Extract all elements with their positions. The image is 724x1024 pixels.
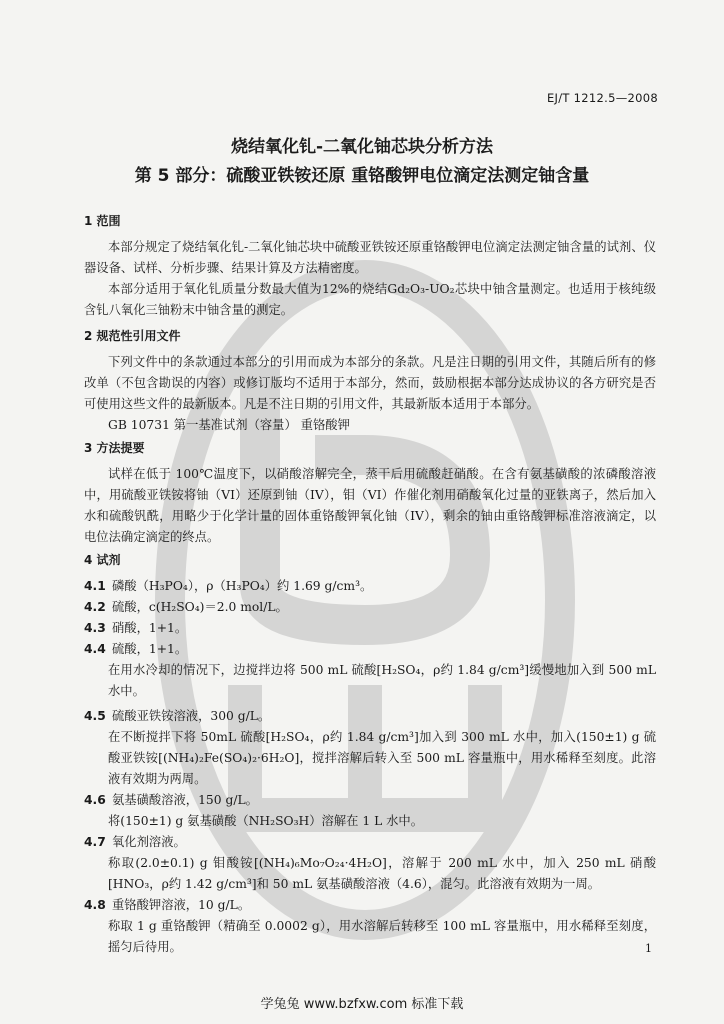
reagent-item (84, 895, 656, 916)
item-text: 重铬酸钾溶液，10 g/L。 (112, 898, 251, 912)
document-subtitle: 第 5 部分：硫酸亚铁铵还原 重铬酸钾电位滴定法测定铀含量 (134, 166, 590, 186)
item-text: 氨基磺酸溶液，150 g/L。 (112, 793, 258, 807)
reference-entry: GB 10731 第一基准试剂（容量） 重铬酸钾 (108, 418, 350, 432)
reagent-note: 称取(2.0±0.1) g 钼酸铵[(NH₄)₆Mo₇O₂₄·4H₂O]，溶解于 200 mL 水中，加入 250 mL 硝酸[HNO₃，ρ约 1.42 g/cm³]和 50 mL 氨基磺酸溶液（4.6），混匀。此溶液有效期为一周。 (108, 856, 656, 891)
paragraph: 下列文件中的条款通过本部分的引用而成为本部分的条款。凡是注日期的引用文件，其随后所有的修改单（不包含勘误的内容）或修订版均不适用于本部分，然而，鼓励根据本部分达成协议的各方研究是否可使用这些文件的最新版本。凡是不注日期的引用文件，其最新版本适用于本部分。 (84, 355, 656, 411)
item-number: 4.1 (84, 579, 106, 593)
item-number: 4.8 (84, 898, 106, 912)
item-text: 磷酸（H₃PO₄），ρ（H₃PO₄）约 1.69 g/cm³。 (112, 579, 373, 593)
section-reagents (84, 550, 656, 958)
item-number: 4.4 (84, 642, 106, 656)
item-number: 4.7 (84, 835, 106, 849)
section-normative-references (84, 326, 656, 436)
reagent-note: 将(150±1) g 氨基磺酸（NH₂SO₃H）溶解在 1 L 水中。 (108, 814, 424, 828)
reagent-note: 称取 1 g 重铬酸钾（精确至 0.0002 g），用水溶解后转移至 100 mL 容量瓶中，用水稀释至刻度，摇匀后待用。 (108, 919, 656, 954)
section-scope (84, 211, 656, 321)
item-number: 4.5 (84, 709, 106, 723)
item-text: 硝酸，1+1。 (112, 621, 188, 635)
paragraph: 本部分规定了烧结氧化钆-二氧化铀芯块中硫酸亚铁铵还原重铬酸钾电位滴定法测定铀含量的试剂、仪器设备、试样、分析步骤、结果计算及方法精密度。 (84, 240, 656, 275)
footer-source: 学兔兔 www.bzfxw.com 标准下载 (260, 997, 464, 1012)
item-text: 硫酸亚铁铵溶液，300 g/L。 (112, 709, 271, 723)
section-heading: 2 规范性引用文件 (84, 329, 181, 343)
document-title: 烧结氧化钆-二氧化铀芯块分析方法 (230, 137, 494, 157)
section-heading: 3 方法提要 (84, 441, 145, 455)
item-number: 4.6 (84, 793, 106, 807)
item-number: 4.2 (84, 600, 106, 614)
standard-number: EJ/T 1212.5—2008 (546, 91, 658, 105)
section-method-summary (84, 438, 656, 548)
reagent-note: 在用水冷却的情况下，边搅拌边将 500 mL 硫酸[H₂SO₄，ρ约 1.84 g/cm³]缓慢地加入到 500 mL 水中。 (108, 663, 656, 698)
page-number: 1 (645, 942, 652, 955)
item-text: 硫酸，c(H₂SO₄)＝2.0 mol/L。 (112, 600, 288, 614)
reagent-item (84, 597, 656, 618)
reagent-item (84, 706, 656, 727)
section-heading: 1 范围 (84, 214, 121, 228)
paragraph: 本部分适用于氧化钆质量分数最大值为12%的烧结Gd₂O₃-UO₂芯块中铀含量测定。也适用于核纯级含钆八氧化三铀粉末中铀含量的测定。 (84, 282, 656, 317)
section-heading: 4 试剂 (84, 553, 121, 567)
reagent-note: 在不断搅拌下将 50mL 硫酸[H₂SO₄，ρ约 1.84 g/cm³]加入到 300 mL 水中，加入(150±1) g 硫酸亚铁铵[(NH₄)₂Fe(SO₄)₂·6H₂O]，搅拌溶解后转入至 500 mL 容量瓶中，用水稀释至刻度。此溶液有效期为两周。 (108, 730, 656, 786)
item-text: 硫酸，1+1。 (112, 642, 188, 656)
reagent-item (84, 790, 656, 811)
reagent-item (84, 576, 656, 597)
reagent-item (84, 639, 656, 660)
item-number: 4.3 (84, 621, 106, 635)
reagent-item (84, 618, 656, 639)
paragraph: 试样在低于 100℃温度下，以硝酸溶解完全，蒸干后用硫酸赶硝酸。在含有氨基磺酸的浓磷酸溶液中，用硫酸亚铁铵将铀（VI）还原到铀（IV），钼（VI）作催化剂用硝酸氧化过量的亚铁离子，然后加入水和硫酸钒酰，用略少于化学计量的固体重铬酸钾氧化铀（IV），剩余的铀由重铬酸钾标准溶液滴定，以电位法确定滴定的终点。 (84, 467, 656, 544)
item-text: 氧化剂溶液。 (112, 835, 186, 849)
reagent-item (84, 832, 656, 853)
